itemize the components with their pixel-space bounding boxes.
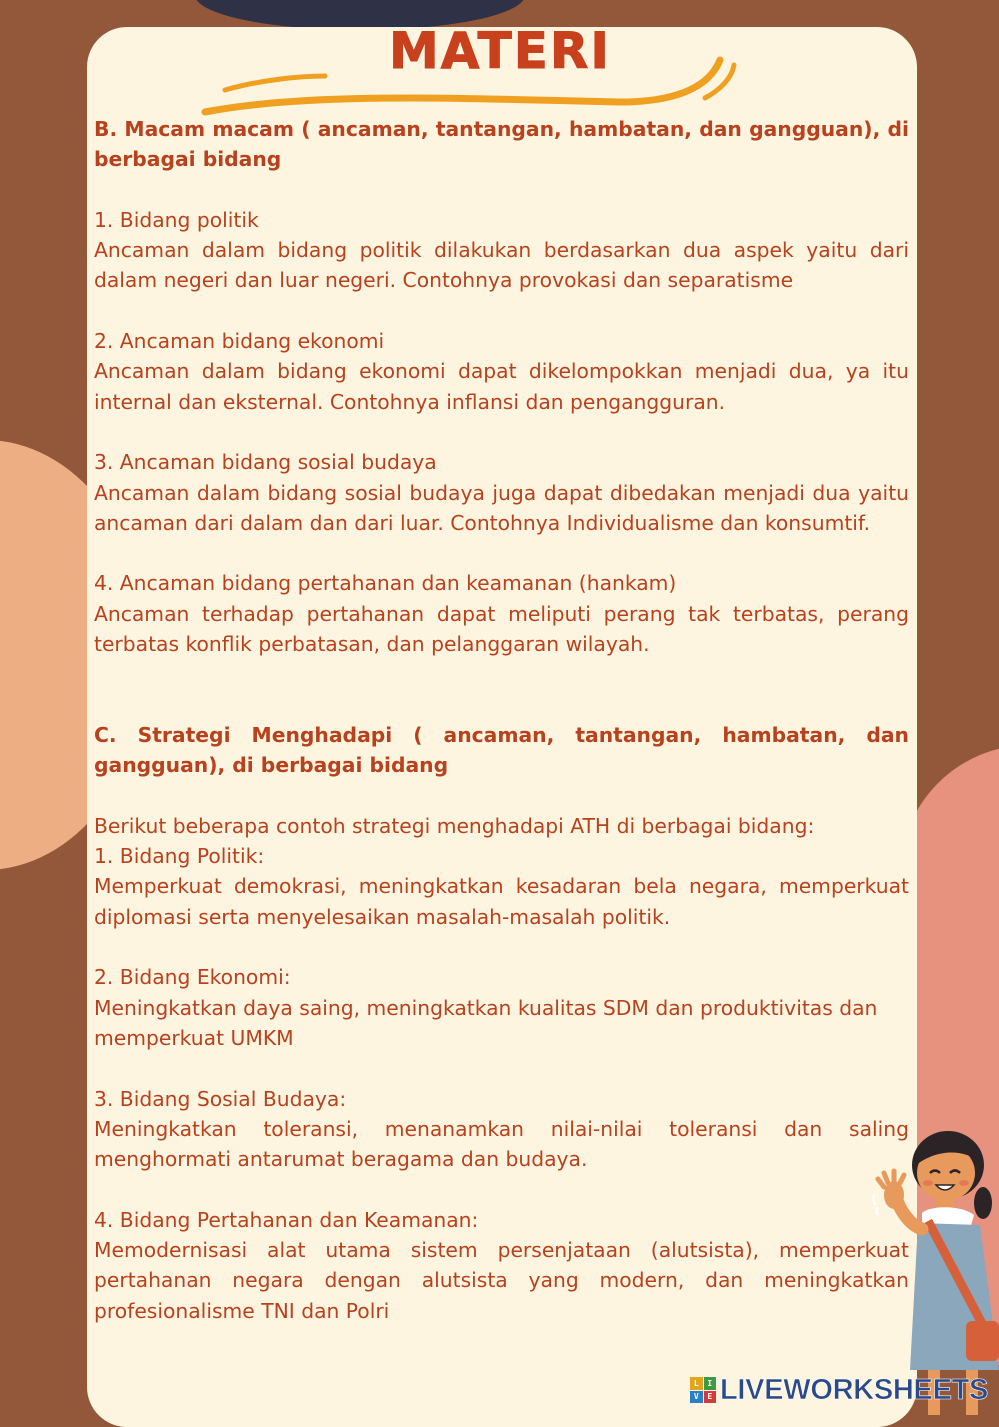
section-c-item-label: 2. Bidang Ekonomi:: [94, 965, 291, 990]
section-b-item-label: 1. Bidang politik: [94, 207, 259, 232]
logo-letter: V: [690, 1391, 703, 1404]
document-body: [94, 114, 909, 1326]
section-b-item-label: 3. Ancaman bidang sosial budaya: [94, 450, 437, 475]
section-c-item-text-line: memperkuat UMKM: [94, 1025, 294, 1050]
logo-letter: I: [704, 1377, 717, 1390]
logo-letter: L: [690, 1377, 703, 1390]
section-b-item-text: Ancaman dalam bidang ekonomi dapat dikelompokkan menjadi dua, ya itu internal dan eksternal. Contohnya inflansi dan pengangguran.: [94, 359, 909, 414]
liveworksheets-wordmark: LIVEWORKSHEETS: [720, 1373, 989, 1406]
section-c-item-text: Meningkatkan toleransi, menanamkan nilai-nilai toleransi dan saling menghormati antarumat beragama dan budaya.: [94, 1116, 909, 1172]
section-c-item-text: Memodernisasi alat utama sistem persenjataan (alutsista), memperkuat pertahanan negara dengan alutsista yang modern, dan meningkatkan profesionalisme TNI dan Polri: [94, 1237, 909, 1323]
liveworksheets-brand[interactable]: [690, 1374, 988, 1406]
section-b-item-text: Ancaman dalam bidang politik dilakukan berdasarkan dua aspek yaitu dari dalam negeri dan luar negeri. Contohnya provokasi dan separatisme: [94, 238, 909, 293]
logo-letter: E: [704, 1391, 717, 1404]
section-c-item-text-line: Meningkatkan daya saing, meningkatkan kualitas SDM dan produktivitas dan: [94, 995, 878, 1020]
section-b-item-label: 2. Ancaman bidang ekonomi: [94, 329, 385, 354]
section-b-item-text: Ancaman dalam bidang sosial budaya juga dapat dibedakan menjadi dua yaitu ancaman dari dalam dan dari luar. Contohnya Individualisme dan konsumtif.: [94, 480, 909, 535]
section-b-heading: B. Macam macam ( ancaman, tantangan, hambatan, dan gangguan), di berbagai bidang: [94, 117, 909, 172]
section-c-item-label: 1. Bidang Politik:: [94, 844, 265, 869]
section-c-item-label: 4. Bidang Pertahanan dan Keamanan:: [94, 1207, 479, 1232]
liveworksheets-logo-icon: [690, 1377, 716, 1403]
title-area: [0, 0, 999, 120]
section-c-intro: Berikut beberapa contoh strategi menghadapi ATH di berbagai bidang:: [94, 813, 815, 838]
section-c-item-text: Memperkuat demokrasi, meningkatkan kesadaran bela negara, memperkuat diplomasi serta menyelesaikan masalah-masalah politik.: [94, 874, 909, 929]
section-b-item-label: 4. Ancaman bidang pertahanan dan keamanan (hankam): [94, 571, 677, 596]
section-c-heading: C. Strategi Menghadapi ( ancaman, tantangan, hambatan, dan gangguan), di berbagai bidang: [94, 722, 909, 778]
waving-girl-illustration: [870, 1125, 999, 1415]
section-c-item-label: 3. Bidang Sosial Budaya:: [94, 1086, 347, 1111]
section-b-item-text: Ancaman terhadap pertahanan dapat meliputi perang tak terbatas, perang terbatas konflik perbatasan, dan pelanggaran wilayah.: [94, 601, 909, 657]
page-title: MATERI: [389, 22, 611, 80]
